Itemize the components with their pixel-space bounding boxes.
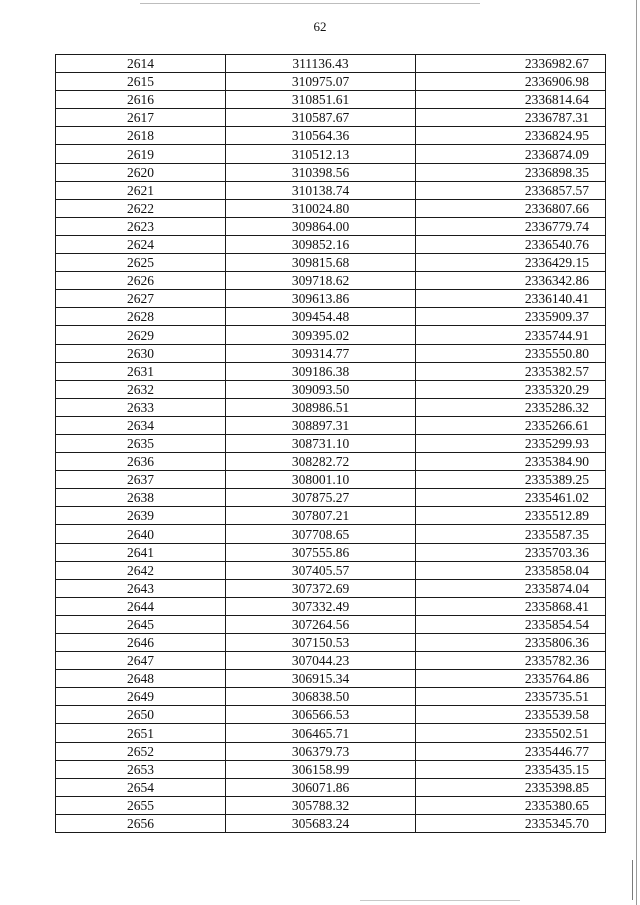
- table-row: [56, 706, 606, 724]
- point-number-cell: 2641: [56, 543, 226, 561]
- table-row: [56, 91, 606, 109]
- y-coordinate-cell: 2336807.66: [416, 199, 606, 217]
- table-row: [56, 217, 606, 235]
- point-number-cell: 2656: [56, 814, 226, 832]
- x-coordinate-cell: 306465.71: [226, 724, 416, 742]
- point-number-cell: 2622: [56, 199, 226, 217]
- table-row: [56, 453, 606, 471]
- point-number-cell: 2648: [56, 670, 226, 688]
- table-row: [56, 688, 606, 706]
- x-coordinate-cell: 306379.73: [226, 742, 416, 760]
- x-coordinate-cell: 307332.49: [226, 597, 416, 615]
- y-coordinate-cell: 2335461.02: [416, 489, 606, 507]
- table-row: [56, 362, 606, 380]
- x-coordinate-cell: 310975.07: [226, 73, 416, 91]
- table-row: [56, 543, 606, 561]
- table-row: [56, 724, 606, 742]
- y-coordinate-cell: 2336824.95: [416, 127, 606, 145]
- y-coordinate-cell: 2335266.61: [416, 416, 606, 434]
- point-number-cell: 2624: [56, 235, 226, 253]
- point-number-cell: 2626: [56, 272, 226, 290]
- x-coordinate-cell: 310564.36: [226, 127, 416, 145]
- table-row: [56, 634, 606, 652]
- y-coordinate-cell: 2335286.32: [416, 398, 606, 416]
- point-number-cell: 2642: [56, 561, 226, 579]
- x-coordinate-cell: 305788.32: [226, 796, 416, 814]
- y-coordinate-cell: 2336898.35: [416, 163, 606, 181]
- point-number-cell: 2628: [56, 308, 226, 326]
- coordinates-table-body: [56, 55, 606, 833]
- point-number-cell: 2651: [56, 724, 226, 742]
- table-row: [56, 235, 606, 253]
- x-coordinate-cell: 310138.74: [226, 181, 416, 199]
- point-number-cell: 2627: [56, 290, 226, 308]
- y-coordinate-cell: 2335389.25: [416, 471, 606, 489]
- point-number-cell: 2631: [56, 362, 226, 380]
- y-coordinate-cell: 2336779.74: [416, 217, 606, 235]
- y-coordinate-cell: 2335435.15: [416, 760, 606, 778]
- y-coordinate-cell: 2335550.80: [416, 344, 606, 362]
- x-coordinate-cell: 310398.56: [226, 163, 416, 181]
- x-coordinate-cell: 307555.86: [226, 543, 416, 561]
- y-coordinate-cell: 2335384.90: [416, 453, 606, 471]
- x-coordinate-cell: 309864.00: [226, 217, 416, 235]
- table-row: [56, 434, 606, 452]
- table-row: [56, 380, 606, 398]
- y-coordinate-cell: 2335382.57: [416, 362, 606, 380]
- x-coordinate-cell: 306158.99: [226, 760, 416, 778]
- y-coordinate-cell: 2335502.51: [416, 724, 606, 742]
- x-coordinate-cell: 307708.65: [226, 525, 416, 543]
- x-coordinate-cell: 310851.61: [226, 91, 416, 109]
- point-number-cell: 2623: [56, 217, 226, 235]
- point-number-cell: 2654: [56, 778, 226, 796]
- y-coordinate-cell: 2335299.93: [416, 434, 606, 452]
- x-coordinate-cell: 311136.43: [226, 55, 416, 73]
- y-coordinate-cell: 2335345.70: [416, 814, 606, 832]
- table-row: [56, 181, 606, 199]
- x-coordinate-cell: 306838.50: [226, 688, 416, 706]
- y-coordinate-cell: 2335735.51: [416, 688, 606, 706]
- table-row: [56, 344, 606, 362]
- y-coordinate-cell: 2335806.36: [416, 634, 606, 652]
- point-number-cell: 2643: [56, 579, 226, 597]
- page-number: 62: [313, 19, 327, 34]
- point-number-cell: 2647: [56, 652, 226, 670]
- x-coordinate-cell: 310512.13: [226, 145, 416, 163]
- x-coordinate-cell: 308282.72: [226, 453, 416, 471]
- y-coordinate-cell: 2335446.77: [416, 742, 606, 760]
- y-coordinate-cell: 2336874.09: [416, 145, 606, 163]
- x-coordinate-cell: 308897.31: [226, 416, 416, 434]
- x-coordinate-cell: 309314.77: [226, 344, 416, 362]
- table-row: [56, 73, 606, 91]
- x-coordinate-cell: 309093.50: [226, 380, 416, 398]
- y-coordinate-cell: 2336429.15: [416, 254, 606, 272]
- y-coordinate-cell: 2335587.35: [416, 525, 606, 543]
- y-coordinate-cell: 2335398.85: [416, 778, 606, 796]
- table-row: [56, 416, 606, 434]
- table-row: [56, 778, 606, 796]
- point-number-cell: 2615: [56, 73, 226, 91]
- point-number-cell: 2617: [56, 109, 226, 127]
- table-row: [56, 109, 606, 127]
- point-number-cell: 2620: [56, 163, 226, 181]
- point-number-cell: 2649: [56, 688, 226, 706]
- y-coordinate-cell: 2335868.41: [416, 597, 606, 615]
- x-coordinate-cell: 308731.10: [226, 434, 416, 452]
- point-number-cell: 2652: [56, 742, 226, 760]
- x-coordinate-cell: 305683.24: [226, 814, 416, 832]
- x-coordinate-cell: 309454.48: [226, 308, 416, 326]
- table-row: [56, 814, 606, 832]
- y-coordinate-cell: 2336787.31: [416, 109, 606, 127]
- y-coordinate-cell: 2335744.91: [416, 326, 606, 344]
- y-coordinate-cell: 2335320.29: [416, 380, 606, 398]
- x-coordinate-cell: 309815.68: [226, 254, 416, 272]
- bottom-scan-rule: [360, 900, 520, 901]
- table-row: [56, 272, 606, 290]
- table-row: [56, 760, 606, 778]
- point-number-cell: 2634: [56, 416, 226, 434]
- x-coordinate-cell: 308986.51: [226, 398, 416, 416]
- y-coordinate-cell: 2335703.36: [416, 543, 606, 561]
- y-coordinate-cell: 2335539.58: [416, 706, 606, 724]
- y-coordinate-cell: 2335854.54: [416, 615, 606, 633]
- y-coordinate-cell: 2336982.67: [416, 55, 606, 73]
- x-coordinate-cell: 307372.69: [226, 579, 416, 597]
- table-row: [56, 326, 606, 344]
- table-row: [56, 55, 606, 73]
- point-number-cell: 2619: [56, 145, 226, 163]
- top-scan-rule: [140, 3, 480, 4]
- x-coordinate-cell: 309718.62: [226, 272, 416, 290]
- table-row: [56, 796, 606, 814]
- page-edge-mark: [632, 860, 633, 900]
- point-number-cell: 2640: [56, 525, 226, 543]
- x-coordinate-cell: 308001.10: [226, 471, 416, 489]
- page-edge-line: [636, 0, 637, 905]
- table-row: [56, 471, 606, 489]
- point-number-cell: 2636: [56, 453, 226, 471]
- x-coordinate-cell: 307150.53: [226, 634, 416, 652]
- table-row: [56, 507, 606, 525]
- x-coordinate-cell: 307807.21: [226, 507, 416, 525]
- point-number-cell: 2644: [56, 597, 226, 615]
- point-number-cell: 2618: [56, 127, 226, 145]
- y-coordinate-cell: 2335909.37: [416, 308, 606, 326]
- y-coordinate-cell: 2336906.98: [416, 73, 606, 91]
- x-coordinate-cell: 310587.67: [226, 109, 416, 127]
- point-number-cell: 2637: [56, 471, 226, 489]
- y-coordinate-cell: 2336814.64: [416, 91, 606, 109]
- y-coordinate-cell: 2336857.57: [416, 181, 606, 199]
- table-row: [56, 145, 606, 163]
- table-row: [56, 308, 606, 326]
- point-number-cell: 2616: [56, 91, 226, 109]
- x-coordinate-cell: 307875.27: [226, 489, 416, 507]
- x-coordinate-cell: 309186.38: [226, 362, 416, 380]
- table-row: [56, 290, 606, 308]
- table-row: [56, 163, 606, 181]
- point-number-cell: 2653: [56, 760, 226, 778]
- x-coordinate-cell: 306071.86: [226, 778, 416, 796]
- table-row: [56, 615, 606, 633]
- table-row: [56, 127, 606, 145]
- point-number-cell: 2632: [56, 380, 226, 398]
- x-coordinate-cell: 307405.57: [226, 561, 416, 579]
- point-number-cell: 2630: [56, 344, 226, 362]
- point-number-cell: 2614: [56, 55, 226, 73]
- x-coordinate-cell: 310024.80: [226, 199, 416, 217]
- y-coordinate-cell: 2336342.86: [416, 272, 606, 290]
- x-coordinate-cell: 309613.86: [226, 290, 416, 308]
- x-coordinate-cell: 307044.23: [226, 652, 416, 670]
- point-number-cell: 2655: [56, 796, 226, 814]
- y-coordinate-cell: 2335874.04: [416, 579, 606, 597]
- x-coordinate-cell: 309852.16: [226, 235, 416, 253]
- point-number-cell: 2633: [56, 398, 226, 416]
- y-coordinate-cell: 2335764.86: [416, 670, 606, 688]
- point-number-cell: 2638: [56, 489, 226, 507]
- x-coordinate-cell: 309395.02: [226, 326, 416, 344]
- point-number-cell: 2639: [56, 507, 226, 525]
- point-number-cell: 2650: [56, 706, 226, 724]
- point-number-cell: 2621: [56, 181, 226, 199]
- point-number-cell: 2646: [56, 634, 226, 652]
- x-coordinate-cell: 307264.56: [226, 615, 416, 633]
- table-row: [56, 652, 606, 670]
- y-coordinate-cell: 2335380.65: [416, 796, 606, 814]
- x-coordinate-cell: 306915.34: [226, 670, 416, 688]
- table-row: [56, 398, 606, 416]
- table-row: [56, 597, 606, 615]
- y-coordinate-cell: 2335512.89: [416, 507, 606, 525]
- point-number-cell: 2629: [56, 326, 226, 344]
- x-coordinate-cell: 306566.53: [226, 706, 416, 724]
- table-row: [56, 561, 606, 579]
- point-number-cell: 2645: [56, 615, 226, 633]
- y-coordinate-cell: 2335782.36: [416, 652, 606, 670]
- y-coordinate-cell: 2335858.04: [416, 561, 606, 579]
- point-number-cell: 2625: [56, 254, 226, 272]
- point-number-cell: 2635: [56, 434, 226, 452]
- table-row: [56, 525, 606, 543]
- table-row: [56, 199, 606, 217]
- coordinates-table: [55, 54, 606, 833]
- table-row: [56, 742, 606, 760]
- y-coordinate-cell: 2336540.76: [416, 235, 606, 253]
- y-coordinate-cell: 2336140.41: [416, 290, 606, 308]
- table-row: [56, 489, 606, 507]
- table-row: [56, 670, 606, 688]
- table-row: [56, 579, 606, 597]
- table-row: [56, 254, 606, 272]
